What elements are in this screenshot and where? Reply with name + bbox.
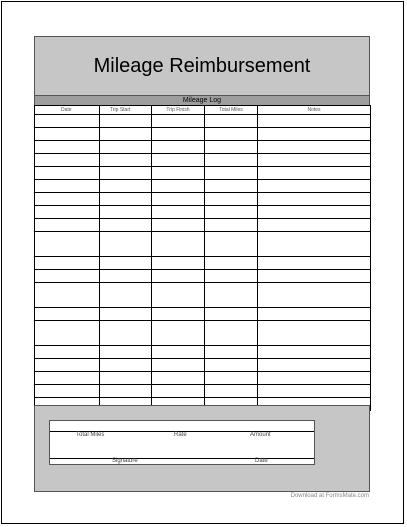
notes-cell[interactable] (258, 283, 371, 308)
notes-cell[interactable] (258, 308, 371, 321)
notes-cell[interactable] (258, 115, 371, 128)
total-miles-cell[interactable] (205, 385, 258, 398)
trip-finish-cell[interactable] (152, 154, 205, 167)
notes-cell[interactable] (258, 321, 371, 346)
summary-line-bottom (50, 458, 314, 459)
notes-cell[interactable] (258, 206, 371, 219)
trip-finish-cell[interactable] (152, 359, 205, 372)
trip-finish-cell[interactable] (152, 232, 205, 257)
table-row (35, 321, 371, 346)
date-cell[interactable] (35, 346, 100, 359)
trip-start-cell[interactable] (100, 141, 152, 154)
trip-start-cell[interactable] (100, 115, 152, 128)
total-miles-cell[interactable] (205, 346, 258, 359)
date-label: Date (255, 458, 268, 464)
rate-label: Rate (174, 432, 187, 438)
table-row (35, 283, 371, 308)
total-miles-cell[interactable] (205, 115, 258, 128)
notes-cell[interactable] (258, 141, 371, 154)
trip-start-cell[interactable] (100, 359, 152, 372)
trip-start-cell[interactable] (100, 154, 152, 167)
total-miles-cell[interactable] (205, 167, 258, 180)
log-title: Mileage Log (34, 96, 370, 105)
total-miles-cell[interactable] (205, 193, 258, 206)
table-row (35, 128, 371, 141)
table-row (35, 359, 371, 372)
table-row (35, 180, 371, 193)
date-cell[interactable] (35, 359, 100, 372)
date-cell[interactable] (35, 193, 100, 206)
total-miles-cell[interactable] (205, 128, 258, 141)
notes-cell[interactable] (258, 128, 371, 141)
trip-finish-cell[interactable] (152, 193, 205, 206)
summary-box (49, 420, 315, 465)
total-miles-cell[interactable] (205, 141, 258, 154)
trip-finish-cell[interactable] (152, 206, 205, 219)
table-row (35, 154, 371, 167)
trip-start-cell[interactable] (100, 232, 152, 257)
trip-finish-cell[interactable] (152, 167, 205, 180)
total-miles-cell[interactable] (205, 321, 258, 346)
notes-cell[interactable] (258, 359, 371, 372)
notes-cell[interactable] (258, 167, 371, 180)
table-row (35, 219, 371, 232)
column-header-notes: Notes (258, 106, 371, 115)
trip-finish-cell[interactable] (152, 270, 205, 283)
date-cell[interactable] (35, 232, 100, 257)
date-cell[interactable] (35, 257, 100, 270)
total-miles-cell[interactable] (205, 270, 258, 283)
notes-cell[interactable] (258, 346, 371, 359)
total-miles-cell[interactable] (205, 180, 258, 193)
trip-start-cell[interactable] (100, 308, 152, 321)
table-row (35, 270, 371, 283)
notes-cell[interactable] (258, 232, 371, 257)
table-row (35, 167, 371, 180)
date-cell[interactable] (35, 180, 100, 193)
trip-finish-cell[interactable] (152, 372, 205, 385)
total-miles-cell[interactable] (205, 219, 258, 232)
trip-start-cell[interactable] (100, 219, 152, 232)
trip-finish-cell[interactable] (152, 257, 205, 270)
notes-cell[interactable] (258, 219, 371, 232)
table-row (35, 141, 371, 154)
notes-cell[interactable] (258, 385, 371, 398)
date-cell[interactable] (35, 154, 100, 167)
trip-start-cell[interactable] (100, 206, 152, 219)
total-miles-cell[interactable] (205, 308, 258, 321)
total-miles-cell[interactable] (205, 283, 258, 308)
total-miles-cell[interactable] (205, 154, 258, 167)
trip-finish-cell[interactable] (152, 180, 205, 193)
date-cell[interactable] (35, 167, 100, 180)
table-row (35, 232, 371, 257)
table-row (35, 115, 371, 128)
date-cell[interactable] (35, 141, 100, 154)
trip-start-cell[interactable] (100, 270, 152, 283)
column-header-trip-finish: Trip Finish (152, 106, 205, 115)
summary-panel (34, 405, 370, 492)
date-cell[interactable] (35, 128, 100, 141)
trip-start-cell[interactable] (100, 385, 152, 398)
amount-label: Amount (250, 432, 271, 438)
trip-finish-cell[interactable] (152, 115, 205, 128)
trip-finish-cell[interactable] (152, 283, 205, 308)
table-row (35, 346, 371, 359)
column-header-total-miles: Total Miles (205, 106, 258, 115)
date-cell[interactable] (35, 270, 100, 283)
trip-finish-cell[interactable] (152, 141, 205, 154)
date-cell[interactable] (35, 321, 100, 346)
total-miles-cell[interactable] (205, 359, 258, 372)
trip-finish-cell[interactable] (152, 308, 205, 321)
date-cell[interactable] (35, 385, 100, 398)
trip-finish-cell[interactable] (152, 346, 205, 359)
notes-cell[interactable] (258, 180, 371, 193)
notes-cell[interactable] (258, 154, 371, 167)
date-cell[interactable] (35, 283, 100, 308)
trip-start-cell[interactable] (100, 321, 152, 346)
total-miles-cell[interactable] (205, 372, 258, 385)
log-body (35, 115, 371, 411)
total-miles-cell[interactable] (205, 257, 258, 270)
mileage-form (34, 36, 370, 492)
table-row (35, 308, 371, 321)
column-header-trip-start: Trip Start (100, 106, 152, 115)
table-row (35, 372, 371, 385)
form-title: Mileage Reimbursement (34, 36, 370, 96)
trip-finish-cell[interactable] (152, 321, 205, 346)
date-cell[interactable] (35, 219, 100, 232)
notes-cell[interactable] (258, 193, 371, 206)
trip-finish-cell[interactable] (152, 219, 205, 232)
trip-start-cell[interactable] (100, 372, 152, 385)
table-header-row (35, 106, 371, 115)
mileage-log-table (34, 105, 371, 411)
date-cell[interactable] (35, 115, 100, 128)
table-row (35, 385, 371, 398)
table-row (35, 206, 371, 219)
trip-start-cell[interactable] (100, 193, 152, 206)
table-row (35, 257, 371, 270)
trip-start-cell[interactable] (100, 257, 152, 270)
trip-finish-cell[interactable] (152, 385, 205, 398)
notes-cell[interactable] (258, 257, 371, 270)
footer-credit: Download at FormsMate.com (290, 493, 369, 499)
date-cell[interactable] (35, 308, 100, 321)
trip-finish-cell[interactable] (152, 128, 205, 141)
date-cell[interactable] (35, 206, 100, 219)
signature-label: Signature (112, 458, 138, 464)
total-miles-cell[interactable] (205, 206, 258, 219)
total-miles-cell[interactable] (205, 232, 258, 257)
trip-start-cell[interactable] (100, 167, 152, 180)
trip-start-cell[interactable] (100, 283, 152, 308)
date-cell[interactable] (35, 372, 100, 385)
notes-cell[interactable] (258, 372, 371, 385)
trip-start-cell[interactable] (100, 128, 152, 141)
trip-start-cell[interactable] (100, 180, 152, 193)
column-header-date: Date (35, 106, 100, 115)
table-row (35, 193, 371, 206)
notes-cell[interactable] (258, 270, 371, 283)
total-miles-label: Total Miles (76, 432, 105, 438)
trip-start-cell[interactable] (100, 346, 152, 359)
